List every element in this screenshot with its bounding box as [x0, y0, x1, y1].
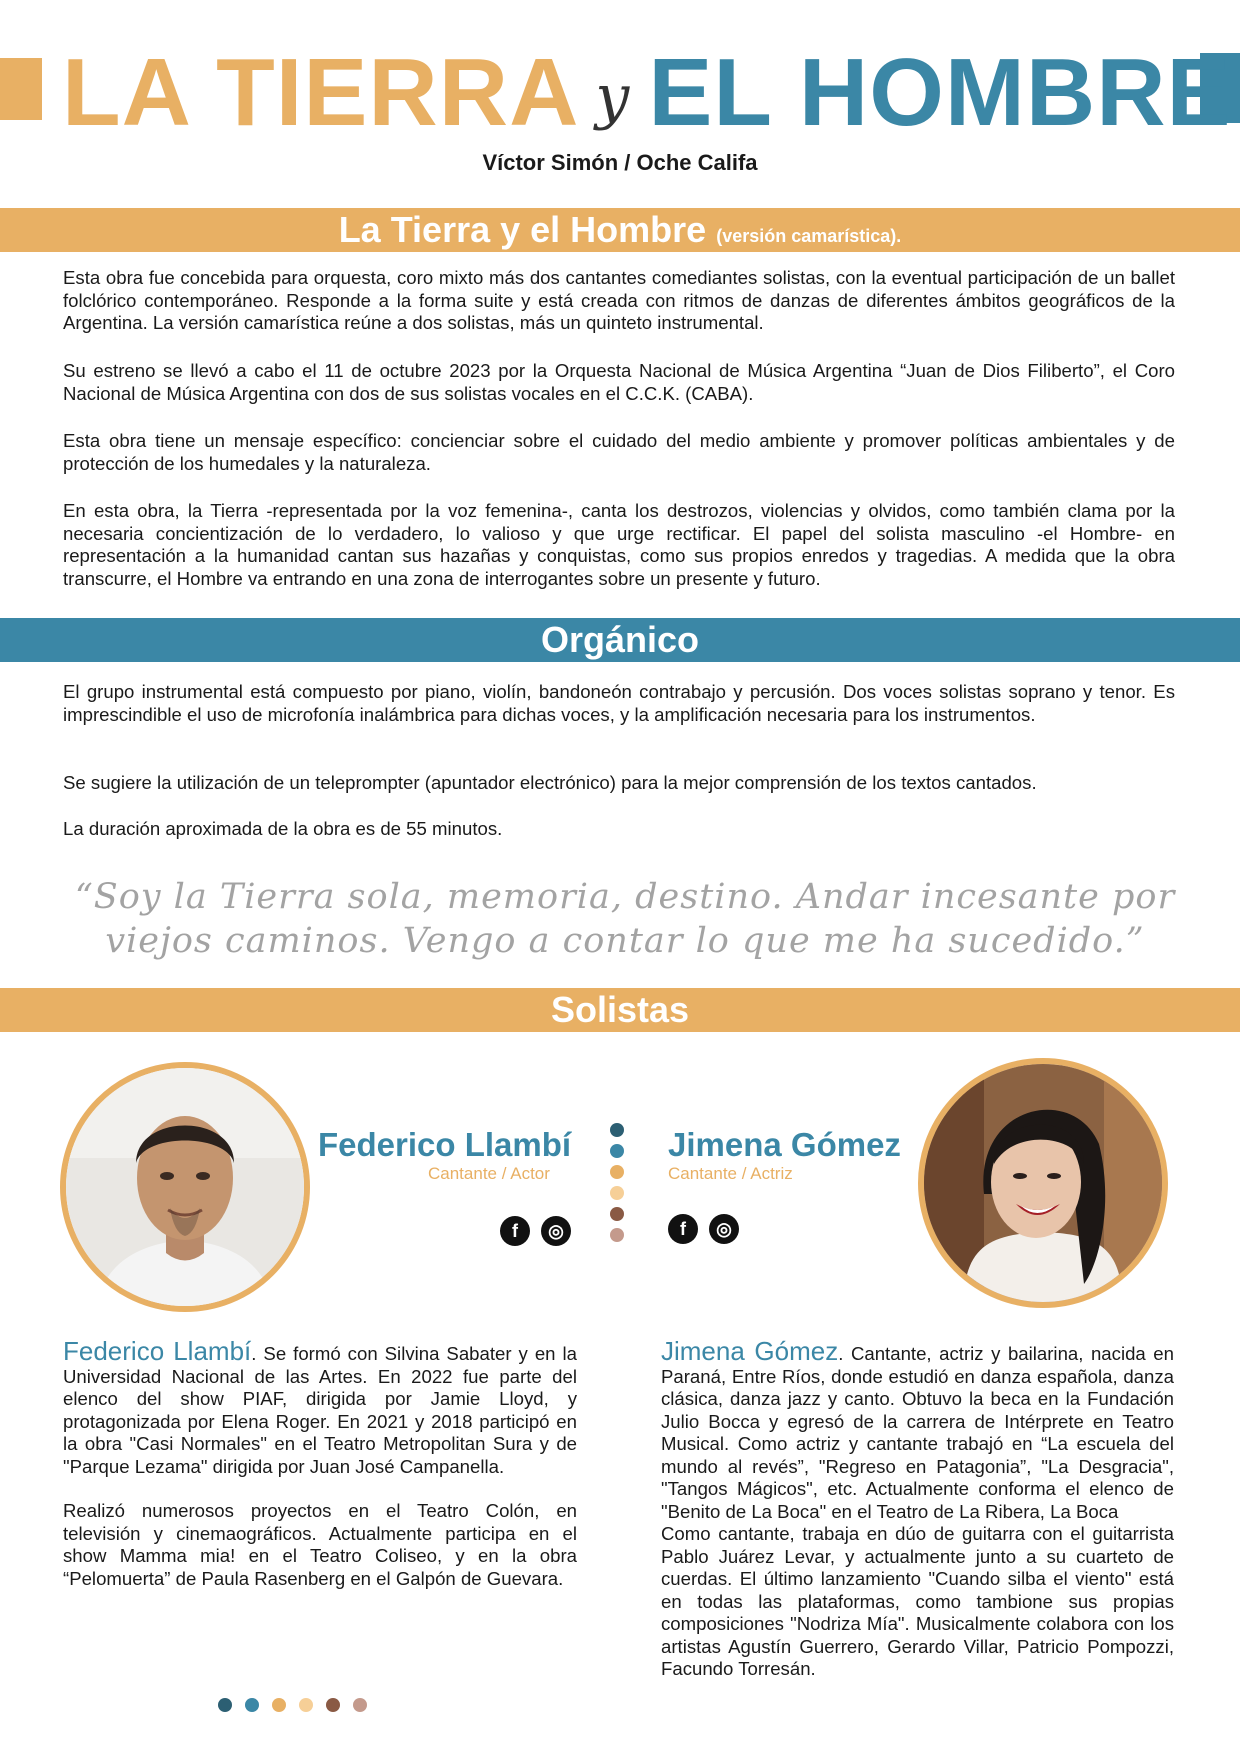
facebook-icon[interactable]: f [500, 1216, 530, 1246]
paragraph: En esta obra, la Tierra -representada por la voz femenina-, canta los destrozos, violencias y olvidos, como también clama por la necesaria concientización de lo verdadero, lo valioso y que urge rectificar. El papel del solista masculino -el Hombre- en representación a la humanidad cantan sus hazañas y conquistas, como sus propios enredos y tragedias. A medida que la obra transcurre, el Hombre va entrando en una zona de interrogantes sobre un presente y futuro. [63, 500, 1175, 589]
bio-text: . Cantante, actriz y bailarina, nacida en Paraná, Entre Ríos, donde estudió en danza española, danza clásica, danza jazz y canto. Obtuvo la beca en la Fundación Julio Bocca y egresó de la carrera de Intérprete en Teatro Musical. Como actriz y cantante trabajó en “La escuela del mundo al revés”, "Regreso en Patagonia”, "La Desgracia", "Tangos Mágicos", etc. Actualmente conforma el elenco de "Benito de La Boca" en el Teatro de La Ribera, La Boca [661, 1343, 1174, 1522]
decorative-dot [610, 1186, 624, 1200]
instagram-icon[interactable]: ◎ [541, 1216, 571, 1246]
decorative-dot [610, 1228, 624, 1242]
decorative-dot [245, 1698, 259, 1712]
portrait-federico [60, 1062, 310, 1312]
instagram-icon[interactable]: ◎ [709, 1214, 739, 1244]
soloist-role-federico: Cantante / Actor [428, 1164, 550, 1183]
portrait-federico-photo [66, 1068, 304, 1306]
section-header-organico [0, 618, 1240, 662]
title-part2: EL HOMBRE [648, 39, 1232, 146]
section-subtitle: (versión camarística). [716, 226, 902, 246]
bio-text: Realizó numerosos proyectos en el Teatro Colón, en televisión y cinemaográficos. Actualmente participa en el show Mamma mia! en el Teatro Coliseo, y en la obra “Pelomuerta” de Paula Rasenberg en el Galpón de Guevara. [63, 1500, 577, 1589]
facebook-icon[interactable]: f [668, 1214, 698, 1244]
bio-name-federico: Federico Llambí [63, 1336, 252, 1366]
paragraph: Esta obra fue concebida para orquesta, coro mixto más dos cantantes comediantes solistas, con la eventual participación de un ballet folclórico contemporáneo. Responde a la forma suite y está creada con ritmos de danzas de diferentes ámbitos geográficos de la Argentina. La versión camarística reúne a dos solistas, más un quinteto instrumental. [63, 267, 1175, 334]
soloist-role-jimena: Cantante / Actriz [668, 1164, 793, 1183]
bio-text: . Se formó con Silvina Sabater y en la Universidad Nacional de las Artes. En 2022 fue parte del elenco del show PIAF, dirigida por Jamie Lloyd, y protagonizada por Elena Roger. En 2021 y 2018 participó en la obra "Casi Normales" en el Teatro Metropolitan Sura y de "Parque Lezama" dirigida por Juan José Campanella. [63, 1343, 577, 1477]
decorative-dot [272, 1698, 286, 1712]
paragraph: Esta obra tiene un mensaje específico: concienciar sobre el cuidado del medio ambiente y promover políticas ambientales y de protección de los humedales y la naturaleza. [63, 430, 1175, 474]
soloist-name-federico: Federico Llambí [318, 1126, 572, 1163]
paragraph: Se sugiere la utilización de un teleprompter (apuntador electrónico) para la mejor comprensión de los textos cantados. [63, 772, 1037, 793]
decorative-dot [353, 1698, 367, 1712]
portrait-jimena [918, 1058, 1168, 1308]
section-header-work [0, 208, 1240, 252]
section-title: Solistas [550, 989, 690, 1030]
section-title: La Tierra y el Hombre [338, 209, 707, 250]
bio-text: Como cantante, trabaja en dúo de guitarra con el guitarrista Pablo Juárez Levar, y actualmente junto a su cuarteto de cuerdas. El último lanzamiento "Cuando silba el viento" está en todas las plataformas, como tambione sus propias composiciones "Nodriza Mía". Musicalmente colabora con los artistas Agustín Guerrero, Gerardo Villar, Patricio Pompozzi, Facundo Torresán. [661, 1523, 1174, 1679]
bio-name-jimena: Jimena Gómez [661, 1336, 839, 1366]
decorative-dot [326, 1698, 340, 1712]
portrait-jimena-photo [924, 1064, 1162, 1302]
quote [70, 875, 1180, 963]
soloist-name-jimena: Jimena Gómez [668, 1126, 901, 1163]
decorative-dot [610, 1123, 624, 1137]
decorative-dot [299, 1698, 313, 1712]
paragraph: Su estreno se llevó a cabo el 11 de octubre 2023 por la Orquesta Nacional de Música Argentina “Juan de Dios Filiberto”, el Coro Nacional de Música Argentina con dos de sus solistas vocales en el C.C.K. (CABA). [63, 360, 1175, 404]
paragraph: El grupo instrumental está compuesto por piano, violín, bandoneón contrabajo y percusión. Dos voces solistas soprano y tenor. Es imprescindible el uso de microfonía inalámbrica para dichas voces, y la amplificación necesaria para los instrumentos. [63, 681, 1175, 725]
decorative-dot [610, 1165, 624, 1179]
bio-jimena [661, 1336, 1174, 1681]
section-header-solistas [0, 988, 1240, 1032]
accent-bar-left [0, 58, 42, 120]
bio-federico [63, 1336, 577, 1590]
decorative-dot [218, 1698, 232, 1712]
authors: Víctor Simón / Oche Califa [482, 150, 758, 175]
quote-line: viejos caminos. Vengo a contar lo que me ha sucedido.” [105, 921, 1145, 961]
title-connector: y [595, 62, 631, 132]
decorative-dot [610, 1207, 624, 1221]
quote-line: “Soy la Tierra sola, memoria, destino. Andar incesante por [74, 877, 1176, 917]
title-part1: LA TIERRA [62, 39, 580, 146]
page-title [62, 38, 1232, 152]
section-title: Orgánico [540, 619, 700, 660]
decorative-dot [610, 1144, 624, 1158]
paragraph: La duración aproximada de la obra es de 55 minutos. [63, 818, 503, 839]
